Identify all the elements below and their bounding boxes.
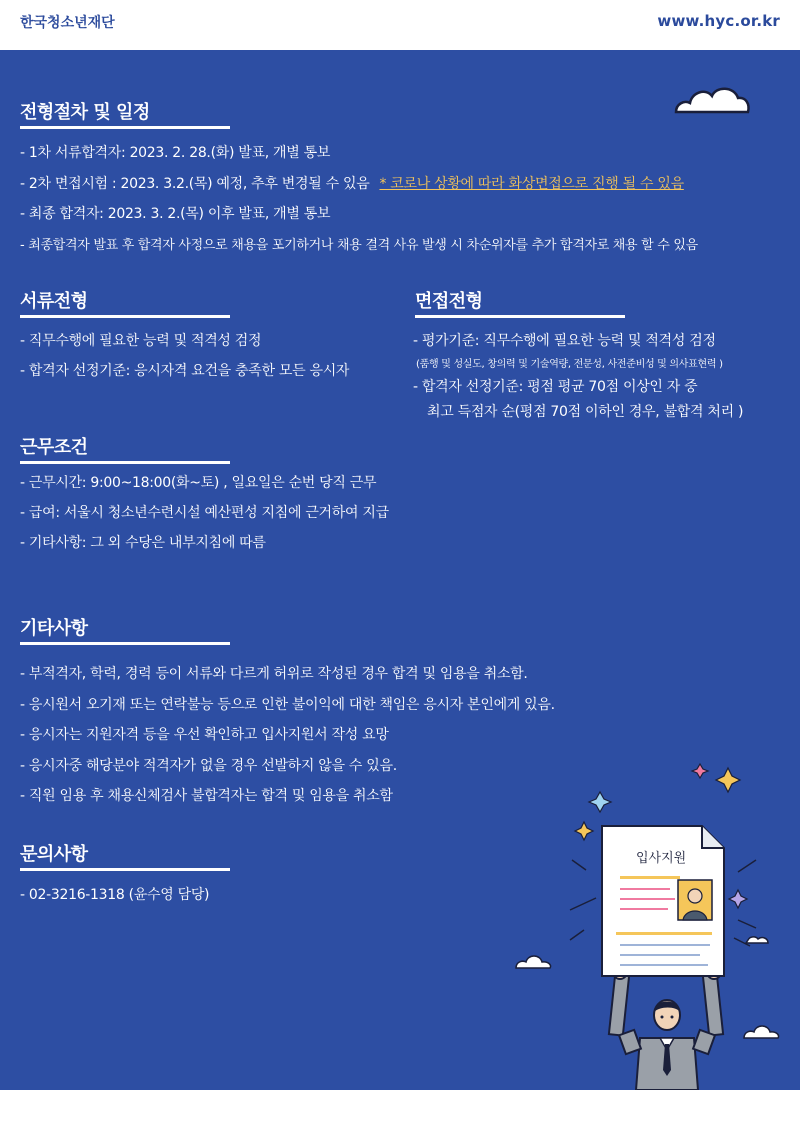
person-body <box>619 1030 715 1090</box>
conditions-line-2: - 급여: 서울시 청소년수련시설 예산편성 지침에 근거하여 지급 <box>20 505 389 521</box>
document-screening-line-1: - 직무수행에 필요한 능력 및 적격성 검정 <box>20 333 262 349</box>
interview-line-4: 최고 득점자 순(평점 70점 이하인 경우, 불합격 처리 ) <box>427 404 744 420</box>
document-screening-title: 서류전형 <box>20 291 88 312</box>
conditions-title: 근무조건 <box>20 437 88 458</box>
interview-line-3: - 합격자 선정기준: 평점 평균 70점 이상인 자 중 <box>413 379 698 395</box>
schedule-line-4: - 최종합격자 발표 후 합격자 사정으로 채용을 포기하거나 채용 결격 사유 발생 시 차순위자를 추가 합격자로 채용 할 수 있음 <box>20 238 698 253</box>
person-head <box>654 1000 680 1030</box>
document-screening-underline <box>20 315 230 318</box>
content-panel <box>0 50 800 1090</box>
document-screening-line-2: - 합격자 선정기준: 응시자격 요건을 충족한 모든 응시자 <box>20 363 350 379</box>
corona-note: * 코로나 상황에 따라 화상면접으로 진행 될 수 있음 <box>379 176 684 192</box>
schedule-underline <box>20 126 230 129</box>
small-cloud-icon <box>516 956 551 968</box>
contact-line-1: - 02-3216-1318 (윤수영 담당) <box>20 887 210 903</box>
misc-line-5: - 직원 임용 후 채용신체검사 불합격자는 합격 및 임용을 취소함 <box>20 788 393 804</box>
schedule-line-2 <box>20 173 684 193</box>
schedule-line-3: - 최종 합격자: 2023. 3. 2.(목) 이후 발표, 개별 통보 <box>20 206 331 222</box>
misc-line-4: - 응시자중 해당분야 적격자가 없을 경우 선발하지 않을 수 있음. <box>20 758 397 774</box>
interview-title: 면접전형 <box>415 291 483 312</box>
contact-underline <box>20 868 230 871</box>
paper-label: 입사지원 <box>636 851 687 866</box>
contact-title: 문의사항 <box>20 844 88 865</box>
conditions-underline <box>20 461 230 464</box>
conditions-line-3: - 기타사항: 그 외 수당은 내부지침에 따름 <box>20 535 266 551</box>
misc-underline <box>20 642 230 645</box>
conditions-line-1: - 근무시간: 9:00~18:00(화~토) , 일요일은 순번 당직 근무 <box>20 475 377 491</box>
schedule-title: 전형절차 및 일정 <box>20 102 150 123</box>
interview-underline <box>415 315 625 318</box>
applicant-illustration <box>510 750 800 1090</box>
small-cloud-icon <box>744 1026 779 1038</box>
bottom-margin <box>0 1090 800 1133</box>
application-paper <box>602 826 724 976</box>
cloud-icon <box>672 80 752 120</box>
misc-line-1: - 부적격자, 학력, 경력 등이 서류와 다르게 허위로 작성된 경우 합격 및 임용을 취소함. <box>20 666 528 682</box>
misc-title: 기타사항 <box>20 618 88 639</box>
website-url[interactable]: www.hyc.or.kr <box>657 12 780 30</box>
schedule-line-2-text: - 2차 면접시험 : 2023. 3.2.(목) 예정, 추후 변경될 수 있음 <box>20 176 370 192</box>
interview-line-1: - 평가기준: 직무수행에 필요한 능력 및 적격성 검정 <box>413 333 716 349</box>
org-name: 한국청소년재단 <box>20 15 115 31</box>
misc-line-3: - 응시자는 지원자격 등을 우선 확인하고 입사지원서 작성 요망 <box>20 727 389 743</box>
small-cloud-icon <box>746 937 768 943</box>
top-bar <box>0 0 800 50</box>
misc-line-2: - 응시원서 오기재 또는 연락불능 등으로 인한 불이익에 대한 책임은 응시자 본인에게 있음. <box>20 697 555 713</box>
schedule-line-1: - 1차 서류합격자: 2023. 2. 28.(화) 발표, 개별 통보 <box>20 145 331 161</box>
interview-line-2: (품행 및 성실도, 창의력 및 기술역량, 전문성, 사전준비성 및 의사표현력 ) <box>416 359 723 370</box>
